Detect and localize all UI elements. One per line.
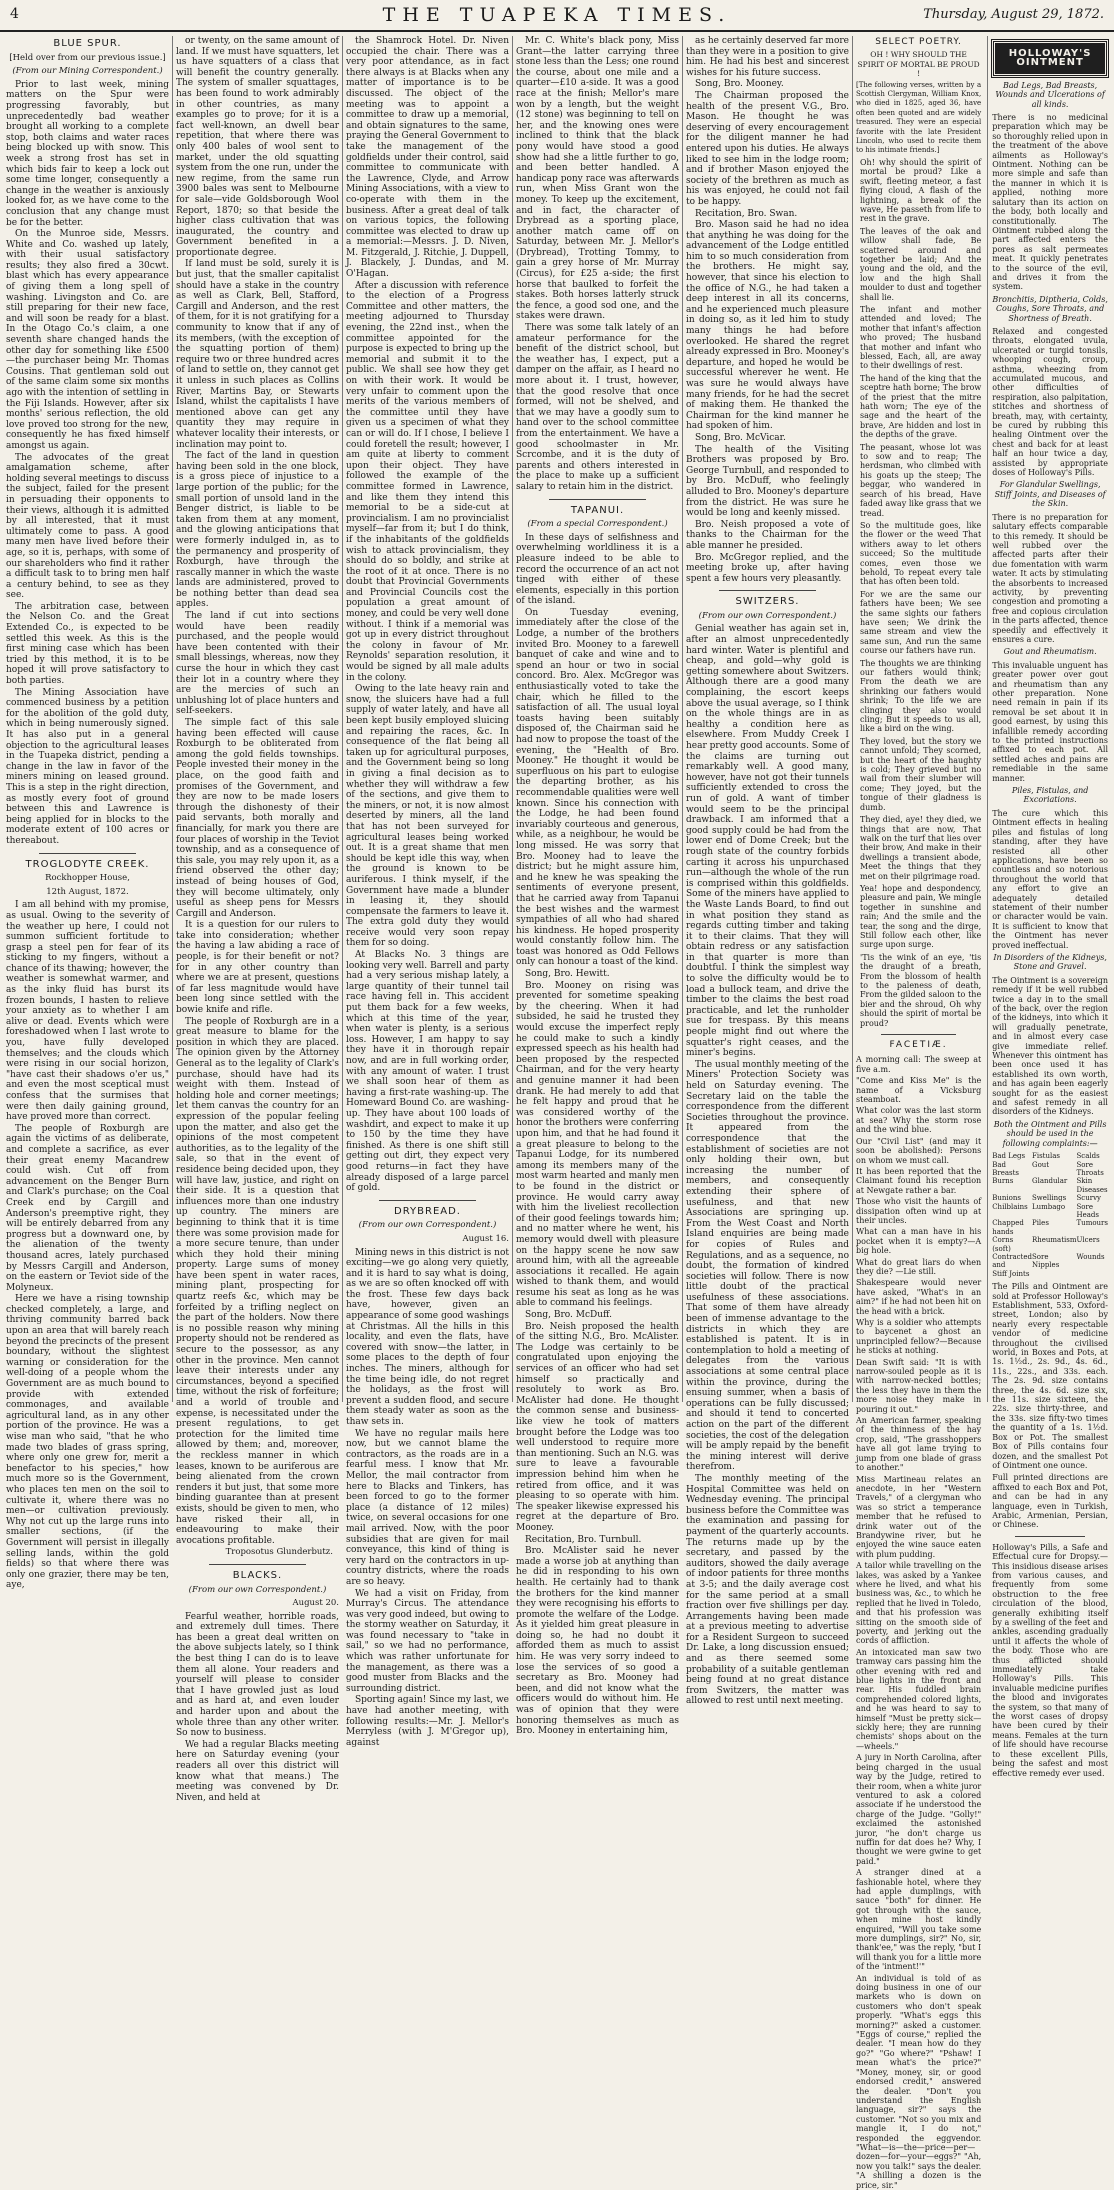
holloway-ointment-banner: HOLLOWAY'S OINTMENT: [992, 40, 1108, 77]
paragraph: Bro. Mooney on rising was prevented for sometime speaking by the cheering. When it had subsided, he said he trusted they would excuse the imperfect reply he could make to such a kindly expressed speech as his health had been proposed by the respected Chairman, and for the very hearty and genuine manner it had been drank. He had merely to add that he felt happy and proud that he was considered worthy of the honor the brothers were conferring upon him, and that he had found it a great pleasure to belong to the Tapanui Lodge, for its numbered among its members many of the most warm hearted and manly men to be found in the district or province. He would carry away with him the liveliest recollection of their good feelings towards him; and no matter where he went, his memory would dwell with pleasure on the happy scene he now saw around him, with all the agreeable associations it recalled. He again wished to thank them, and would resume his seat as long as he was able to command his feelings.: [516, 980, 679, 1309]
paragraph: Fearful weather, horrible roads, and extremely dull times. There has been a great deal written on the above subjects lately, so I think the best thing I can do is to leave them all alone. Your readers and yourself will please to consider that I have growled just as loud and as hard at, and even louder and harder upon and about the whole three than any other writer. So now to business.: [176, 1611, 339, 1739]
complaint-item: Sore Heads: [1076, 1202, 1100, 1219]
paragraph: Owing to the late heavy rain and snow, the sluicers have had a full supply of water lately, and have all been kept busily employed sluicing and repairing the races, &c. In consequence of the flat being all taken up for agricultural purposes, and the Government being so long in giving a final decision as to whether they will withdraw a few of the sections, and give them to the miners, or not, it is now almost deserted by miners, all the land that has not been surveyed for agricultural leases being worked out. It is a great shame that men should be kept idle this way, when the ground is known to be auriferous. I think myself, if the Government have made a blunder in leasing it, they should compensate the farmers to leave it. The extra gold duty they would receive would very soon repay them for so doing.: [346, 684, 509, 949]
ad-paragraph: There is no medicinal preparation which may be so thoroughly relied upon in the treatment of the above ailments as Holloway's Ointment. Nothing can be more simple and safe than the manner in which it is applied, nothing more salutary than its action on the body, both locally and constitutionally. The Ointment rubbed along the part affected enters the pores as salt permeates meat. It quickly penetrates to the source of the evil, and drives it from the system.: [992, 113, 1108, 292]
joke: It has been reported that the Claimant found his reception at Newgate rather a bar.: [856, 1166, 982, 1195]
joke: Miss Martineau relates an anecdote, in her "Western Travels," of a clergyman who was so strict a temperance member that he refused to drink water out of the Brandywine river, but he enjoyed the wine sauce eaten with plum pudding.: [856, 1474, 982, 1559]
paragraph: or twenty, on the same amount of land. If we must have squatters, let us have squatters of a class that will benefit the country generally. The system of smaller squattages, has been found to work admirably in other countries, as many examples go to prove; for it is a fact well-known, an dwell bear repetition, that where there was only 400 bales of wool sent to market, under the old squatting system from the one run, under the new regime, from the same run 3900 bales was sent to Melbourne for sale—vide Goldsborough Wool Report, 1870; so that beside the higher class cultivation that was inaugurated, the country and Government benefited in a proportionate degree.: [176, 36, 339, 258]
dateline: August 20.: [292, 1598, 339, 1609]
complaint-item: Piles: [1031, 1219, 1049, 1228]
joke: Dean Swift said: "It is with narrow-souled people as it is with narrow-necked bottles; the less they have in them the more noise they make in pouring it out.": [856, 1357, 982, 1414]
complaint-item: Chilblains: [992, 1202, 1028, 1211]
complaints-list: [992, 1152, 1108, 1278]
paragraph: Song, Bro. Mooney.: [695, 79, 784, 90]
complaint-item: Swellings: [1031, 1194, 1067, 1203]
poetry-section: [856, 36, 982, 2190]
holloway-advertisement: [987, 36, 1108, 1778]
complaint-item: Gout: [1031, 1160, 1050, 1169]
poem-stanza: So the multitude goes, like the flower or the weed That withers away to let others succeed; So the multitude comes, even those we behold, To repeat every tale that has often been told.: [860, 520, 982, 587]
column-rule: [852, 36, 853, 1402]
poetry-heading: SELECT POETRY.: [875, 37, 962, 47]
paragraph: Sporting again! Since my last, we have had another meeting, with following results:—Mr. J. Mellor's Merryless (with J. M'Gregor up), against: [346, 1695, 509, 1748]
paragraph: Mining news in this district is not exciting—we go along very quietly, and it is hard to say what is doing, as we are so often knocked off with the frost. These few days back have, however, given an appearance of some good washings at Christmas. All the hills in this locality, and even the flats, have covered with snow—the latter, in some places to the depth of four inches. The miners, although for the time being idle, do not regret the holidays, as the frost will prevent a sudden flood, and secure them steady water as soon as the thaw sets in.: [346, 1247, 509, 1427]
paragraph: After a discussion with reference to the election of a Progress Committee and other matters, the meeting adjourned to Thursday evening, the 22nd inst., when the committee appointed for the purpose is expected to bring up the memorial and submit it to the public. We shall see how they get on with their work. It would be very unfair to comment upon the merits of the various members of the committee until they have given us a specimen of what they can or will do. If I chose, I believe I could foretell the result; however, I am quite at liberty to comment upon their object. They have followed the example of the committee formed in Lawrence, and like them they intend this memorial to be a side-cut at provincialism. I am no provincialist myself—far from it; but I do think, if the inhabitants of the goldfields wish to attack provincialism, they should do so boldly, and strike at the root of it at once. There is no doubt that Provincial Governments and Provincial Councils cost the population a great amount of money, and could be very well done without. I think if a memorial was got up in every district throughout the colony in favour of Mr. Reynolds' separation resolution, it would be signed by all male adults in the colony.: [346, 280, 509, 683]
poem-title: OH ! WHY SHOULD THE SPIRIT OF MORTAL BE PROUD !: [857, 50, 980, 79]
poem-stanza: Yea! hope and despondency, pleasure and pain, We mingle together in sunshine and rain; And the smile and the tear, the song and the dirge, Still follow each other, like surge upon surge.: [860, 883, 982, 950]
paragraph: The land if cut into sections would have been readily purchased, and the people would have been contented with their small blessings, whereas, now they curse the hour in which they cast their lot in a country where they are the mercies of such an unblushing lot of place hunters and self-seekers.: [176, 611, 339, 717]
divider: [379, 1200, 477, 1201]
dateline: August 16.: [462, 1233, 509, 1244]
complaint-item: Lumbago: [1031, 1202, 1066, 1211]
paragraph: as he certainly deserved far more than they were in a position to give him. He had his best and sincerest wishes for his future success.: [686, 36, 849, 78]
paragraph: Song, Bro. McDuff.: [525, 1310, 612, 1321]
ad-subheading: Gout and Rheumatism.: [1003, 647, 1097, 657]
joke: An American farmer, speaking of the thinness of the hay crop, said, "The grasshoppers have all got lame trying to jump from one blade of grass to another.": [856, 1416, 982, 1473]
ad-paragraph: Relaxed and congested throats, elongated uvula, ulcerated or turgid tonsils, whooping cough, croup, asthma, wheezing from accumulated mucous, and other difficulties of respiration, also palpitation, stitches and shortness of breath, may, with certainty, be cured by rubbing this healing Ointment over the chest and back for at least half an hour twice a day, assisted by appropriate doses of Holloway's Pills.: [992, 326, 1108, 478]
complaint-item: Corns (soft): [992, 1236, 1014, 1253]
column-rule: [342, 36, 343, 1402]
complaint-item: Bunions: [992, 1194, 1021, 1203]
article-note: [Held over from our previous issue.]: [9, 52, 166, 63]
ad-subheading: Piles, Fistulas, and Excoriations.: [1011, 786, 1089, 805]
paragraph: Mr. C. White's black pony, Miss Grant—the latter carrying three stone less than the Less; one round the course, about one mile and a quarter—£10 a-side. It was a good race at the finish; Mellor's mare won by a length, but the weight (12 stone) was beginning to tell on her, and the knowing ones were inclined to think that the black pony would have stood a good show had she a little further to go, and been better handled. A handicap pony race was afterwards run, when Miss Grant won the money. To keep up the excitement, and in fact, the character of Drybread as a sporting place, another match came off on Saturday, between Mr. J. Mellor's (Drybread), Trotting Tommy, to gain a grey horse of Mr. Murray (Circus), for £25 a-side; the first horse that baulked to forfeit the stakes. Both horses latterly struck the fence, a good sod one, and the stakes were drawn.: [516, 36, 679, 322]
paragraph: Bro. Neish proposed the health of the sitting N.G., Bro. McAlister. The Lodge was certainly to be congratulated upon enjoying the services of an officer who had set himself so practically and resolutely to work as Bro. McAlister had done. He thought the common sense and business-like view he took of matters brought before the Lodge was too well understood to require more than mentioning. Such an N.G. was sure to leave a favourable impression behind him when he retired from office, and it was pleasing to so operate with him. The speaker likewise expressed his regret at the departure of Bro. Mooney.: [516, 1321, 679, 1533]
page-number: 4: [10, 6, 19, 22]
complaint-item: [1032, 1270, 1077, 1278]
column-rule: [512, 36, 513, 1402]
joke: A jury in North Carolina, after being charged in the usual way by the Judge, retired to their room, when a white juror ventured to ask a colored associate if he understood the charge of the Judge. "Golly!" exclaimed the astonished juror, "he don't charge us nuffin for dat does he? Why, I thought we were gwine to get paid.": [856, 1753, 982, 1866]
ad-subheading: In Disorders of the Kidneys, Stone and Gravel.: [993, 952, 1107, 972]
dateline: 12th August, 1872.: [46, 886, 129, 897]
complaint-item: Bad Legs: [992, 1152, 1026, 1161]
poem-stanza: The hand of the king that the sceptre hath borne; The brow of the priest that the mitre hath worn; The eye of the sage and the heart of the brave, Are hidden and lost in the depths of the grave.: [860, 373, 982, 440]
ad-paragraph: Full printed directions are affixed to each Box and Pot, and can be had in any language, even in Turkish, Arabic, Armenian, Persian, or Chinese.: [992, 1473, 1108, 1530]
ad-paragraph: This invaluable unguent has greater power over gout and rheumatism than any other preparation. None need remain in pain if its removal be set about it in good earnest, by using this infallible remedy according to the printed instructions affixed to each pot. All settled aches and pains are remediable in the same manner.: [992, 660, 1108, 783]
complaint-item: Stiff Joints: [992, 1269, 1030, 1278]
newspaper-title: THE TUAPEKA TIMES.: [382, 4, 732, 26]
complaint-item: Bad Breasts: [992, 1160, 1020, 1177]
joke: What can a man have in his pocket when it is empty?—A big hole.: [856, 1227, 982, 1256]
ad-paragraph: The Ointment is a sovereign remedy if it be well rubbed twice a day in to the small of the back, over the region of the kidneys, into which it will gradually penetrate, and in almost every case give immediate relief. Whenever this ointment has been once used it has established its own worth, and has again been eagerly sought for as the easiest and safest remedy in all disorders of the Kidneys.: [992, 975, 1108, 1117]
complaint-item: Rheumatism: [1031, 1236, 1077, 1245]
paragraph: In these days of selfishness and overwhelming worldliness it is a pleasure indeed to be able to record the occurrence of an act not tinged with either of these elements, especially in this portion of the island.: [516, 532, 679, 607]
article-byline: (From our Mining Correspondent.): [12, 66, 163, 77]
joke: What color was the last storm at sea? Why the storm rose and the wind blue.: [856, 1106, 982, 1135]
article-heading-tapanui: TAPANUI.: [570, 504, 625, 516]
ad-paragraph: The cure which this Ointment effects in healing piles and fistulas of long standing, after they have resisted all other applications, have been so countless and so notorious throughout the world that any effort to give an adequately detailed statement of their number or character would be vain. It is sufficient to know that the Ointment has never proved ineffectual.: [992, 808, 1108, 950]
paragraph: Recitation, Bro. Turnbull.: [525, 1534, 642, 1545]
paragraph: There was some talk lately of an amateur performance for the benefit of the district school, but the weather has, I expect, put a damper on the affair, as I heard no more about it. I trust, however, that the good resolve that once formed, will not be shelved, and that we may have a goodly sum to hand over to the school committee from the entertainment. We have a good schoolmaster in Mr. Scrcombe, and it is the duty of parents and others interested in the place to make up a sufficient salary to retain him in the district.: [516, 323, 679, 492]
paragraph: The people of Roxburgh are in a great measure to blame for the position in which they are placed. The opinion given by the Attorney General as to the legality of Clark's purchase, should have had its weight with them. Instead of holding hole and corner meetings; let them canvas the country for an expression of the popular feeling upon the matter, and also get the opinions of the most competent authorities, as to the legality of the sale, so that in the event of residence being decided upon, they will have law, justice, and right on their side. It is a question that influences more than one industry up country. The miners are beginning to think that it is time there was some provision made for a more secure tenure, than under which they hold their mining property. Large sums of money have been spent in water races, mining plant, prospecting for quartz reefs &c, which may be forfeited by a trifling neglect on the part of the holders. Now there is no possible reason why mining property should not be rendered as secure to the possessor, as any other in the province. Men cannot leave their interests under any circumstances, beyond a specified time, without the risk of forfeiture; and a world of trouble and expense, is necessitated under the present regulations, to get protection for the limited time allowed by them; and, moreover, the reckless manner in which leases, known to be auriferous are being alienated from the crown renders it but just, that some more binding guarantee than at present exists, should be given to men, who have risked their all, in endeavouring to make their avocations profitable.: [176, 1016, 339, 1546]
article-byline: (From our own Correspondent.): [698, 610, 837, 621]
ad-subheading: For Glandular Swellings, Stiff Joints, and Diseases of the Skin.: [994, 480, 1106, 509]
joke: An individual is told of as doing business in one of our markets who is down on customers who don't speak properly. "What's eggs this morning?" asked a customer. "Eggs of course," replied the dealer. "I mean how do they go?" "Go where?" "Pshaw! I mean what's the price?" "Money, money, sir, or good endorsed credit," answered the dealer. "Don't you understand the English language, sir?" says the customer. "Not so you mix and mangle it, I do not," responded the eggvendor. "What—is—the—price—per—dozen—for—your—eggs?" "Ah, now you talk!" says the dealer. "A shilling a dozen is the price, sir.": [856, 1973, 982, 2190]
divider: [1015, 1536, 1084, 1537]
poem-stanza: For we are the same our fathers have been; We see the same sights our fathers have seen; We drink the same stream and view the same sun, And run the same course our fathers have run.: [860, 589, 982, 656]
article-byline: (From our own Correspondent.): [188, 1584, 327, 1595]
joke: Our "Civil List" (and may it soon be abolished): Persons on whom we must call.: [856, 1136, 982, 1165]
column-2: [176, 36, 339, 1803]
paragraph: It is a question for our rulers to take into consideration; whether the having a law abiding a race of people, is for their benefit or not? for in any other country than where we are at present, questions of far less magnitude would have been long since settled with the bowie knife and rifle.: [176, 920, 339, 1016]
paragraph: At Blacks No. 3 things are looking very well. Barrell and party had a very serious mishap lately, a large quantity of their tunnel tail race having fell in. This accident put them back for a few weeks, which at this time of the year, when water is plenty, is a serious loss. However, I am happy to say they have it in thorough repair now, and are in full working order, with any amount of water. I trust we shall soon hear of them as having a first-rate washing-up. The Homeward Bound Co. are washing-up. They have about 100 loads of washdirt, and expect to make it up to 150 by the time they have finished. As there is one shift still getting out dirt, they expect very good returns—in fact they have already disposed of a large parcel of gold.: [346, 950, 509, 1194]
complaint-item: Burns: [992, 1177, 1014, 1186]
joke: Why is a soldier who attempts to baycenet a ghost an unprincipled fellow?—Because he sticks at nothing.: [856, 1318, 982, 1356]
complaint-item: [1077, 1270, 1108, 1278]
paragraph: The simple fact of this sale having been effected will cause Roxburgh to be obliterated from among the gold fields townships. People invested their money in the place, on the good faith and promises of the Government, and they are now to be made losers through the dishonesty of their paid servants, both morally and financially, for mark you there are four places of worship in the Teviot township, and as a consequence of this sale, you may rely upon it, as a friend observed the other day; instead of being houses of God, they will become ultimately, only useful as sheep pens for Messrs Cargill and Anderson.: [176, 718, 339, 919]
ad-paragraph: The Pills and Ointment are sold at Professor Holloway's Establishment, 533, Oxford-street, London; also by nearly every respectable vendor of medicine throughout the civilised world, in Boxes and Pots, at 1s. 1½d., 2s. 9d., 4s. 6d., 11s., 22s., and 33s. each. The 2s. 9d. size contains three, the 4s. 6d. size six, the 11s. size sixteen, the 22s. size thirty-three, and the 33s. size fifty-two times the quantity of a 1s. 1½d. Box or Pot. The smallest Box of Pills contains four dozen, and the smallest Pot of Ointment one ounce.: [992, 1282, 1108, 1470]
paragraph: The health of the Visiting Brothers was proposed by Bro. George Turnbull, and responded to by Bro. McDuff, who feelingly alluded to Bro. Mooney's departure from the district. He was sure he would be long and keenly missed.: [686, 444, 849, 519]
divider: [881, 1034, 956, 1035]
article-heading-drybread: DRYBREAD.: [394, 1205, 461, 1217]
poem-stanza: The peasant, whose lot was to sow and to reap; The herdsman, who climbed with his goats up the steep; The beggar, who wandered in search of his bread, Have faded away like grass that we tread.: [860, 442, 982, 518]
paragraph: the Shamrock Hotel. Dr. Niven occupied the chair. There was a very poor attendance, as in fact there always is at Blacks when any matter of importance is to be discussed. The object of the meeting was to appoint a committee to draw up a memorial, and obtain signatures to the same, praying the General Government to take the management of the goldfields under their control, said committee to communicate with the Lawrence, Clyde, and Arrow Mining Associations, with a view to co-operate with them in the business. After a great deal of talk on various topics, the following committee was elected to draw up a memorial:—Messrs. J. D. Niven, M. Fitzgerald, J. Ritchie, J. Duppell, J. Blackely, J. Dundas, and M. O'Hagan.: [346, 36, 509, 280]
ad-paragraph: Holloway's Pills, a Safe and Effectual cure for Dropsy.—This insidious disease arises from various causes, and frequently from some obstruction to the free circulation of the blood, generally exhibiting itself by a swelling of the feet and ankles, ascending gradually until it affects the whole of the body. Those who are thus afflicted should immediately take Holloway's Pills. This invaluable medicine purifies the blood and invigorates the system, so that many of the worst cases of dropsy have been cured by their means. Females at the turn of life should have recourse to these excellent Pills, being the safest and most effective remedy ever used.: [992, 1542, 1108, 1778]
divider: [549, 499, 647, 500]
article-heading-switzers: SWITZERS.: [735, 596, 800, 608]
paragraph: The people of Roxburgh are again the victims of as deliberate, and complete a sacrifice, as ever their great enemy Macandrew could wish. Cut off from advancement on the Benger Burn and Clark's purchase; on the Coal Creek end by Cargill and Anderson's preemptive right, they will be entirely debarred from any progress but a downward one, by the alienation of the twenty thousand acres, lately purchased by Messrs Cargill and Anderson, on the eastern or Teviot side of the Molyneux.: [6, 1123, 169, 1293]
poem-note: [The following verses, written by a Scottish Clergyman, William Knox, who died in 1825, aged 36, have often been quoted and are widely treasured. They were an especial favorite with the late President Lincoln, who used to recite them to his intimate friends.]: [856, 80, 982, 155]
column-5-articles: [686, 36, 849, 1707]
poem-stanza: The thoughts we are thinking our fathers would think; From the death we are shrinking our fathers would shrink; To the life we are clinging they also would cling; But it speeds to us all, like a bird on the wing.: [860, 658, 982, 734]
joke: "Come and Kiss Me" is the name of a Vicksburg steamboat.: [856, 1076, 982, 1105]
poem-stanza: They loved, but the story we cannot unfold; They scorned, but the heart of the haughty is cold; They grieved but no wail from their slumber will come; They joyed, but the tongue of their gladness is dumb.: [860, 736, 982, 812]
joke: Those who visit the haunts of dissipation often wind up at their uncles.: [856, 1197, 982, 1225]
paragraph: Bro. McGregor replied, and the meeting broke up, after having spent a few hours very pleasantly.: [686, 552, 849, 584]
paragraph: The advocates of the great amalgamation scheme, after holding several meetings to discuss the subject, failed for the present in persuading their opponents to their views, although it is admitted by all interested, that it must ultimately come to pass. A good many men have lived before their age, so it is, perhaps, with some of our shareholders who find it rather a difficult task to to bring men half a century behind, to see as they see.: [6, 452, 169, 601]
column-rule: [172, 36, 173, 1402]
paragraph: The arbitration case, between the Nelson Co. and the Great Extended Co., is expected to be settled this week. As this is the first mining case which has been tried by this method, it is to be hoped it will prove satisfactory to both parties.: [6, 601, 169, 687]
joke: What do great liars do when they die? —Lie still.: [856, 1257, 982, 1276]
column-rule: [682, 36, 683, 1402]
paragraph: Recitation, Bro. Swan.: [695, 208, 798, 219]
divider: [39, 853, 137, 854]
paragraph: On the Munroe side, Messrs. White and Co. washed up lately, with their usual satisfactory results; they also fired a 30cwt. blast which has every appearance of giving them a long spell of washing. Livingston and Co. are still preparing for their new face, and will soon be ready for a blast. In the Otago Co.'s claim, a one seventh share changed hands the other day for something like £500—the purchaser being Mr. Thomas Cousins. That gentleman sold out of the same claim some six months ago with the intention of settling in the Fiji Islands. However, after six months' serious reflection, the old love proved too strong for the new, consequently he has fixed himself amongst us again.: [6, 229, 169, 451]
paragraph: I am all behind with my promise, as usual. Owing to the severity of the weather up here, I could not summon sufficient fortitude to grasp a steel pen for fear of its sticking to my fingers, without a chance of its thawing; however, the weather is somewhat warmer, and as the inky fluid has burst its frozen bounds, I hasten to relieve your anxiety as to whether I am alive or dead. Events which were foreshadowed when I last wrote to you, have fully developed themselves; and the clouds which were rising in our social horizon, "have cast their shadows o'er us," and even the most sceptical must confess that the surmises that were then daily gaining ground, have proved more than correct.: [6, 900, 169, 1123]
complaint-item: Contracted and: [992, 1252, 1032, 1270]
article-heading-blue-spur: BLUE SPUR.: [53, 38, 122, 49]
article-byline: (From a special Correspondent.): [527, 519, 668, 530]
paragraph: On Tuesday evening, immediately after the close of the Lodge, a number of the brothers invited Bro. Mooney to a farewell banquet of cake and wine and to spend an hour or two in social concord. Bro. Alex. McGregor was enthusiastically voted to take the chair, which he filled to the satisfaction of all. The usual loyal toasts having been suitably disposed of, the Chairman said he had now to propose the toast of the evening, the "Health of Bro. Mooney." He thought it would be superfluous on his part to eulogise the departing brother, as his recommendable qualities were well known. Since his connection with the Lodge, he had been found invariably courteous and generous, while, as a neighbour, he would be long missed. He was sorry that Bro. Mooney had to leave the district; but he might assure him, and he knew he was speaking the sentiments of everyone present, that he carried away from Tapanui the best wishes and the warmest sympathies of all who had shared his kindness. He hoped prosperity would constantly follow him. The toast was honored as Odd Fellows only can honour a toast of the kind.: [516, 607, 679, 968]
paragraph: Bro. Mason said he had no idea that anything he was doing for the advancement of the Lodge entitled him to so much consideration from the brothers. He might say, however, that since his election to the office of N.G., he had taken a deep interest in all its concerns, and he experienced much pleasure in doing so, as it led him to study many things he had before overlooked. He shared the regret already expressed in Bro. Mooney's departure, and hoped he would be successful wherever he went. He was sure he would always have many friends, for he had the secret of making them. He thanked the Chairman for the kind manner he had spoken of him.: [686, 220, 849, 432]
complaint-item: Scurvy: [1076, 1194, 1101, 1203]
poem-stanza: Oh! why should the spirit of mortal be proud? Like a swift, fleeting meteor, a fast flying cloud, A flash of the lightning, a break of the wave, He passeth from life to rest in the grave.: [860, 157, 982, 224]
paragraph: Here we have a rising township checked completely, a large, and thriving community barred back upon an area that will barely reach beyond the precincts of the present boundary, without the slightest warning or consideration for the well-doing of a people whom the Government are as much bound to provide with extended commonages, and available agricultural land, as in any other portion of the province. He was a wise man who said, "that he who made two blades of grass spring, where only one grew for, merit a benefactor to his species," how much more so is the Government, who places ten men on the soil to cultivate it, where there was no men—or cultivation previously. Why not cut up the large runs into smaller sections, (if the Government will persist in illegally selling lands, within the gold fields) so that where there was only one grazier, there may be ten, aye,: [6, 1294, 169, 1591]
divider: [209, 1564, 307, 1565]
ad-tagline: Bad Legs, Bad Breasts, Wounds and Ulcerations of all kinds.: [995, 80, 1105, 109]
paragraph: The usual monthly meeting of the Miners' Protection Society was held on Saturday evening. The Secretary laid on the table the correspondence from the different Societies throughout the province. It appeared from the correspondence that the establishment of societies are not only holding their own, but increasing the number of members, and consequently extending their sphere of usefulness, and that new Associations are springing up. From the West Coast and North Island enquiries are being made for copies of Rules and Regulations, and as a sequence, no doubt, the formation of kindred societies will follow. There is now little doubt of the practical usefulness of these associations. That some of them have already been of immense advantage to the districts in which they are established is patent. It is in contemplation to hold a meeting of delegates from the various associations at some central place within the province, during the ensuing summer, when a basis of operations can be fully discussed; and should it tend to concerted action on the part of the different societies, the cost of the delegation will be amply repaid by the benefit the mining interest will derive therefrom.: [686, 1059, 849, 1473]
article-heading-blacks: BLACKS.: [232, 1569, 283, 1581]
paragraph: If land must be sold, surely it is but just, that the smaller capitalist should have a stake in the country as well as Clark, Bell, Stafford, Cargill and Anderson, and the rest of them, for it is not gratifying for a community to know that if any of its members, (with the exception of the squatting portion of them) require two or three hundred acres of land to settle on, they cannot get it unless in such places as Collins River, Martins Bay, or Stewarts Island, whilst the capitalists I have mentioned above can get any quantity they may require in whatever locality their interests, or inclination may point to.: [176, 259, 339, 450]
paragraph: The monthly meeting of the Hospital Committee was held on Wednesday evening. The principal business before the Committee was the examination and passing for payment of the quarterly accounts. The returns made up by the secretary, and passed by the auditors, showed the daily average of indoor patients for three months at 3-5; and the daily average cost for the same period at a small fraction over five shillings per day. Arrangements having been made at a previous meeting to advertise for a Resident Surgeon to succeed Dr. Lake, a long discussion ensued; and as there seemed some probability of a suitable gentleman being found at no great distance from Switzers, the matter was allowed to rest until next meeting.: [686, 1473, 849, 1707]
complaint-item: Ulcers: [1076, 1236, 1100, 1245]
complaint-item: Fistulas: [1031, 1152, 1060, 1161]
ad-subheading: Both the Ointment and Pills should be used in the following complaints:—: [993, 1119, 1107, 1148]
divider: [719, 590, 817, 591]
complaint-item: Chapped hands: [992, 1219, 1024, 1236]
joke: A tailor while travelling on the lakes, was asked by a Yankee where he lived, and what his business was, &c., to which he replied that he lived in Toledo, and that his profession was sitting on the smooth side of poverty, and jerking out the cords of affliction.: [856, 1561, 982, 1646]
joke: Shakespeare would never have asked, "What's in an aim?" if he had not been hit on the head with a brick.: [856, 1278, 982, 1316]
paragraph: We had a regular Blacks meeting here on Saturday evening (your readers all over this district will know what that means.) The meeting was convened by Dr. Niven, and held at: [176, 1739, 339, 1803]
signature: Troposotus Glunderbutz.: [225, 1547, 333, 1558]
poem-stanza: They died, aye! they died, we things that are now, That walk on the turf that lies over their brow, And make in their dwellings a transient abode, Meet the things that they met on their pilgrimage road.: [860, 815, 982, 881]
issue-date: Thursday, August 29, 1872.: [923, 7, 1104, 22]
complaint-item: Scalds: [1076, 1152, 1100, 1161]
paragraph: We have no regular mails here now, but we cannot blame the contractors, as the roads are in a fearful mess. I know that Mr. Mellor, the mail contractor from here to Blacks and Tinkers, has been forced to go to the former place (a distance of 12 miles) twice, on several occasions for one mail arrived. Now, with the poor subsidies that are given for mail conveyance, this kind of thing is very hard on the contractors in up-country districts, where the roads are so heavy.: [346, 1428, 509, 1587]
paragraph: Bro. McAlister said he never made a worse job at anything than he did in responding to his own health. He certainly had to thank the brothers for the kind manner they were recognising his efforts to promote the welfare of the Lodge. As it yielded him great pleasure in doing so, he had no doubt it afforded them as much to assist him. He was very sorry indeed to lose the services of so good a secretary as Bro. Mooney had been, and did not know what the officers would do without him. He was of opinion that they were honoring themselves as much as Bro. Mooney in entertaining him,: [516, 1546, 679, 1737]
joke: A morning call: The sweep at five a.m.: [856, 1055, 982, 1074]
column-3: [346, 36, 509, 1748]
complaint-item: Wounds: [1076, 1252, 1105, 1261]
paragraph: The Chairman proposed the health of the present V.G., Bro. Mason. He thought he was deserving of every encouragement for the diligent manner he had entered upon his duties. He always liked to see him in the lodge room; and if brother Mason enjoyed the society of the brethren as much as his was enjoyed, he could not fail to be happy.: [686, 90, 849, 207]
poem-stanza: 'Tis the wink of an eye, 'tis the draught of a breath, From the blossom of health to the paleness of death, From the gilded saloon to the bier and the shroud, Oh why should the spirit of mortal be proud?: [860, 952, 982, 1028]
poem-stanza: The leaves of the oak and willow shall fade, Be scattered around and together be laid; And the young and the old, and the low and the high Shall moulder to dust and together shall lie.: [860, 226, 982, 302]
complaint-item: Glandular: [1031, 1177, 1068, 1186]
paragraph: Song, Bro. Hewitt.: [525, 969, 610, 980]
article-heading-troglodyte-creek: TROGLODYTE CREEK.: [25, 858, 150, 870]
column-6: [856, 36, 1108, 2190]
paragraph: Prior to last week, mining matters on the Spur were progressing favorably, but unprecedentedly bad weather brought all working to a complete stop, both claims and water races being blocked up with snow. This week a strong frost has set in which bids fair to keep a lock out some time longer, consequently a change in the weather is anxiously looked for, as we have come to the conclusion that any change must be for the better.: [6, 79, 169, 228]
facetiae-heading: FACETIÆ.: [889, 1040, 948, 1051]
ad-subheading: Bronchitis, Diptheria, Colds, Coughs, Sore Throats, and Shortness of Breath.: [992, 294, 1108, 323]
column-1: [6, 36, 169, 1591]
complaint-item: Tumours: [1076, 1219, 1108, 1228]
joke: A stranger dined at a fashionable hotel, where they had apple dumplings, with sauce "both" for dinner. He got through with the sauce, when mine host kindly enquired, "Will you take some more dumplings, sir?" No, sir, thank'ee," was the reply, "but I will thank you for a little more of the 'intment!'": [856, 1868, 982, 1972]
ad-paragraph: There is no preparation for salutary effects comparable to this remedy. It should be well rubbed over the affected parts after their due fomentation with warm water. It acts by stimulating the absorbents to increased activity, by preventing congestion and promoting a free and copious circulation in the parts affected, thence speedily and effectively it ensures a cure.: [992, 512, 1108, 644]
paragraph: We had a visit on Friday, from Murray's Circus. The attendance was very good indeed, but owing to the stormy weather on Saturday, it was found necessary to "take in sail," so we had no performance, which was rather unfortunate for the management, as there was a good muster from Blacks and the surrounding district.: [346, 1588, 509, 1694]
paragraph: The Mining Association have commenced business by a petition for the abolition of the gold duty, which in being numerously signed. It has also put in a general objection to the agricultural leases in the Tuapeka district, pending a change in the law in favor of the miners mining on leased ground. This is a step in the right direction, as mostly every foot of ground between this and Lawrence is being applied for in blocks to the moderate extent of 100 acres or thereabout.: [6, 687, 169, 846]
joke: An intoxicated man saw two tramway cars passing him the other evening with red and blue lights in the front and rear. His fuddled brain comprehended colored lights, and he was heard to say to himself "Must be pretty sick—sickly here; they are running chemists' shops about on the—wheels.": [856, 1647, 982, 1751]
masthead: [0, 0, 1114, 32]
article-byline: (From our own Correspondent.): [358, 1220, 497, 1231]
complaint-item: Sore Throats: [1076, 1160, 1104, 1177]
complaint-item: Sore Nipples: [1031, 1252, 1060, 1270]
paragraph: Bro. Neish proposed a vote of thanks to the Chairman for the able manner he presided.: [686, 519, 849, 551]
poem-stanza: The infant and mother attended and loved; The mother that infant's affection who proved; The husband that mother and infant who blessed, Each, all, are away to their dwellings of rest.: [860, 304, 982, 371]
dateline: Rockhopper House,: [45, 873, 130, 884]
column-4: [516, 36, 679, 1737]
paragraph: Song, Bro. McVicar.: [695, 432, 786, 443]
complaint-item: Skin Diseases: [1076, 1177, 1108, 1194]
paragraph: Genial weather has again set in, after an almost unprecedentedly hard winter. Water is plentiful and cheap, and gold—why gold is getting somewhere about Switzers. Although there are a good many complaining, the escort keeps above the usual average, so I think on the whole things are in as healthy a condition here as elsewhere. From Muddy Creek I hear pretty good accounts. Some of the claims are turning out remarkably well. A good many, however, have not got their tunnels sufficiently extended to cross the run of gold. A want of timber would seem to be the principal drawback. I am informed that a good supply could be had from the lower end of Dome Creek; but the rough state of the country forbids carting it across his unpurchased run—although the whole of the run is comprised within this goldfields. Some of the miners have applied to the Waste Lands Board, to find out in what position they stand as regards cutting timber and taking it to their claims. That they will obtain redress or any satisfaction in that quarter is more than doubtful. I think the simplest way to solve the difficulty would be to load a bullock team, and drive the timber to the claims the best road practicable, and let the runholder sue for trespass. By this means people might find out where the squatter's right ceases, and the miner's begins.: [686, 624, 849, 1059]
paragraph: The fact of the land in question having been sold in the one block, is a gross piece of injustice to a large portion of the public; for the small portion of unsold land in the Benger district, is liable to be taken from them at any moment, and the glowing anticipations that were formerly indulged in, as to the permanency and prosperity of Roxburgh, have through the rascally manner in which the waste lands are administered, proved to be nothing better than dead sea apples.: [176, 451, 339, 610]
